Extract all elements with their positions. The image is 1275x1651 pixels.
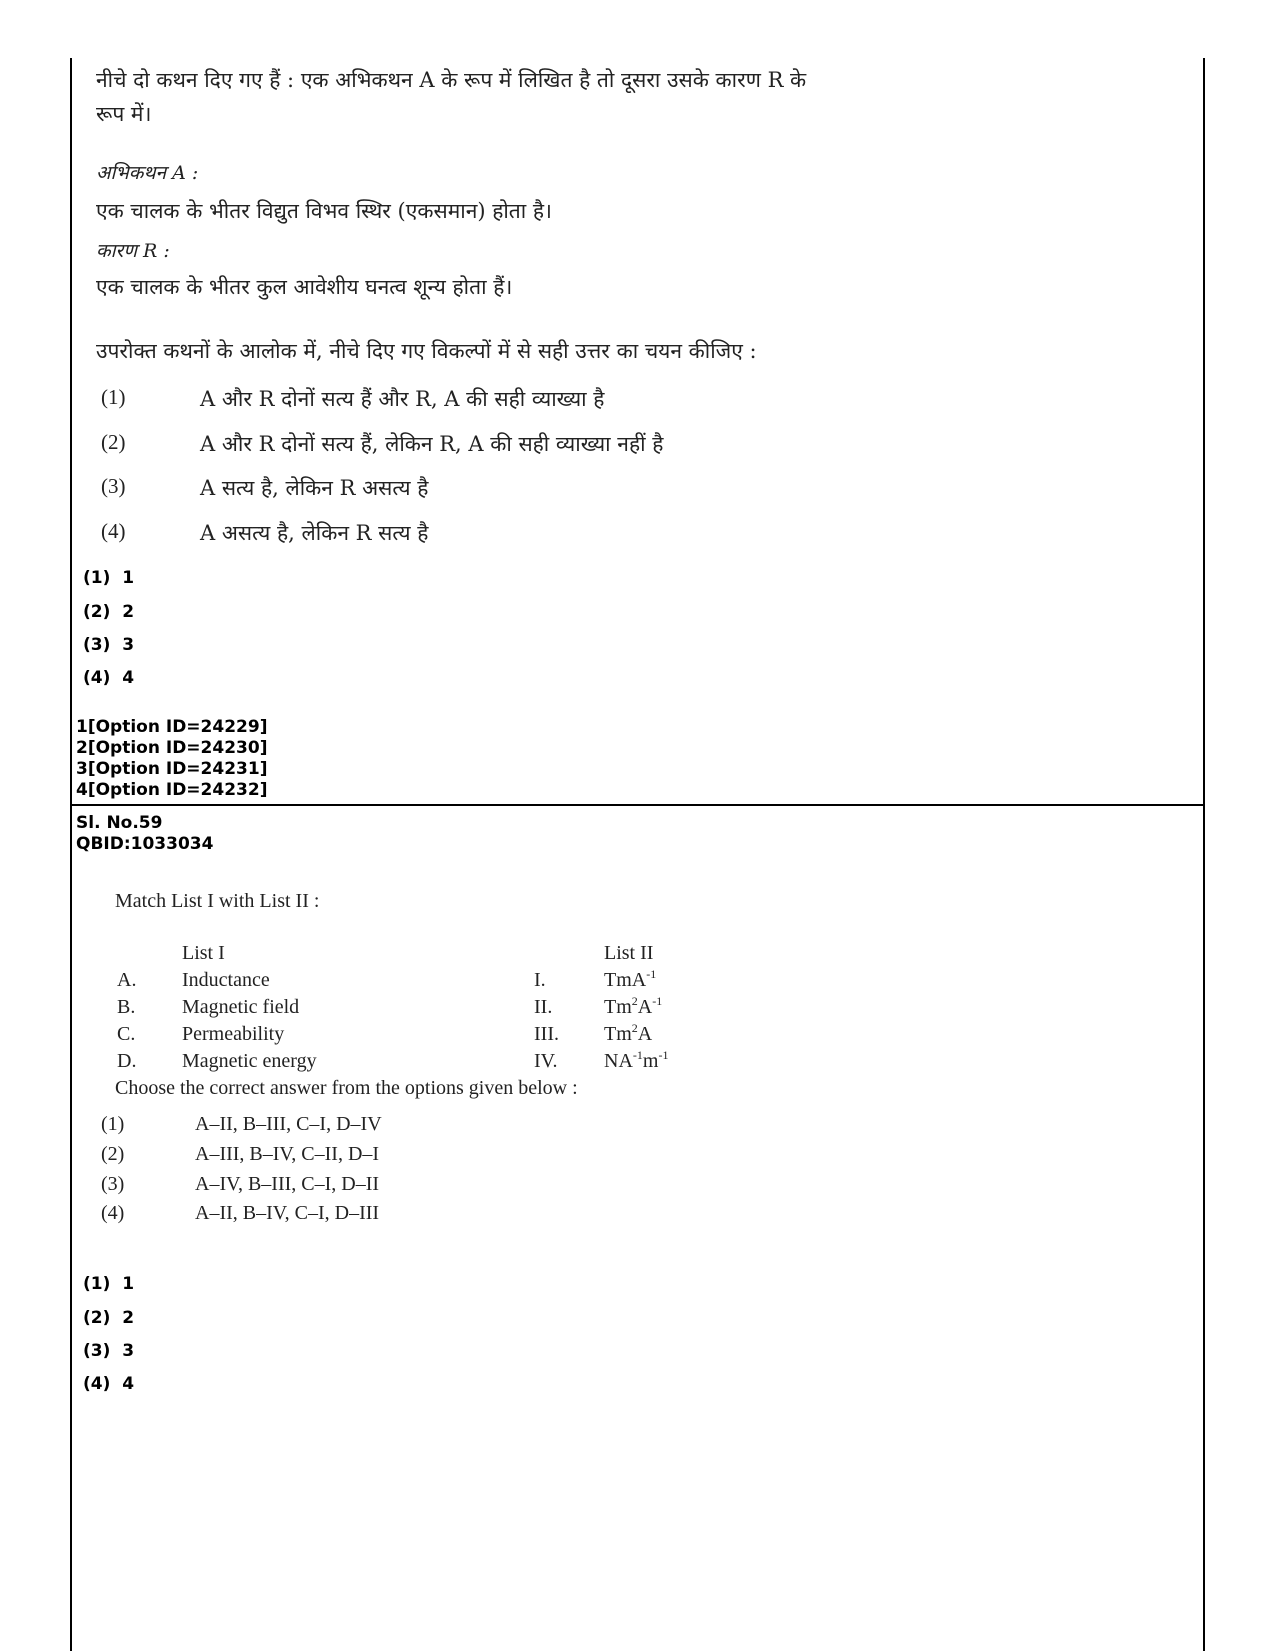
reason-text: एक चालक के भीतर कुल आवेशीय घनत्व शून्य होता हैं। xyxy=(96,275,513,299)
choice-number: (2) xyxy=(101,430,126,454)
list1-letter: B. xyxy=(117,996,136,1018)
choice-number: (2) xyxy=(101,1143,125,1165)
option-id: 4[Option ID=24232] xyxy=(76,780,268,800)
list1-letter: A. xyxy=(117,969,137,991)
choice-number: (4) xyxy=(101,519,126,543)
choice-text: A और R दोनों सत्य हैं, लेकिन R, A की सही व्याख्या नहीं है xyxy=(200,432,664,456)
list2-unit: TmA$^{-1}$ xyxy=(604,967,657,991)
statement-line-1: नीचे दो कथन दिए गए हैं : एक अभिकथन A के रूप में लिखित है तो दूसरा उसके कारण R के xyxy=(96,68,807,92)
answer-option[interactable]: (1) 1 xyxy=(83,1274,135,1294)
choose-instruction: Choose the correct answer from the options given below : xyxy=(115,1077,578,1099)
serial-number: Sl. No.59 xyxy=(76,813,163,833)
list2-numeral: II. xyxy=(534,996,553,1018)
list2-unit: $NA^{-1}m^{-1}$ xyxy=(604,1048,669,1072)
list2-numeral: III. xyxy=(534,1023,559,1045)
answer-option[interactable]: (2) 2 xyxy=(83,1308,135,1328)
choice-number: (1) xyxy=(101,1113,125,1135)
answer-option[interactable]: (1) 1 xyxy=(83,568,135,588)
list2-unit: $Tm^2A^{-1}$ xyxy=(604,994,663,1018)
choice-number: (3) xyxy=(101,1173,125,1195)
assertion-label: अभिकथन A : xyxy=(96,162,199,184)
match-prompt: Match List I with List II : xyxy=(115,890,320,912)
answer-option[interactable]: (3) 3 xyxy=(83,1341,135,1361)
list2-numeral: I. xyxy=(534,969,546,991)
answer-option[interactable]: (4) 4 xyxy=(83,1374,135,1394)
choice-text: A–II, B–IV, C–I, D–III xyxy=(195,1202,380,1224)
list2-numeral: IV. xyxy=(534,1050,558,1072)
option-id: 1[Option ID=24229] xyxy=(76,717,268,737)
list1-item: Permeability xyxy=(182,1023,285,1045)
question-divider xyxy=(70,804,1205,806)
statement-line-2: रूप में। xyxy=(96,102,152,126)
list2-unit: Tm$^2$A xyxy=(604,1021,653,1045)
reason-label: कारण R : xyxy=(96,240,170,262)
choice-text: A असत्य है, लेकिन R सत्य है xyxy=(200,521,429,545)
answer-option[interactable]: (3) 3 xyxy=(83,635,135,655)
assertion-text: एक चालक के भीतर विद्युत विभव स्थिर (एकसमान) होता है। xyxy=(96,199,552,223)
choice-text: A सत्य है, लेकिन R असत्य है xyxy=(200,476,429,500)
list1-item: Magnetic field xyxy=(182,996,300,1018)
qbid: QBID:1033034 xyxy=(76,834,214,854)
list1-item: Magnetic energy xyxy=(182,1050,317,1072)
choice-text: A और R दोनों सत्य हैं और R, A की सही व्याख्या है xyxy=(200,387,605,411)
left-border xyxy=(70,58,72,1651)
answer-option[interactable]: (4) 4 xyxy=(83,668,135,688)
list1-item: Inductance xyxy=(182,969,270,991)
instruction-text: उपरोक्त कथनों के आलोक में, नीचे दिए गए विकल्पों में से सही उत्तर का चयन कीजिए : xyxy=(96,339,757,363)
list1-letter: D. xyxy=(117,1050,137,1072)
option-id: 2[Option ID=24230] xyxy=(76,738,268,758)
choice-text: A–II, B–III, C–I, D–IV xyxy=(195,1113,382,1135)
right-border xyxy=(1203,58,1205,1651)
choice-text: A–III, B–IV, C–II, D–I xyxy=(195,1143,380,1165)
list1-letter: C. xyxy=(117,1023,136,1045)
choice-number: (4) xyxy=(101,1202,125,1224)
choice-number: (3) xyxy=(101,474,126,498)
choice-text: A–IV, B–III, C–I, D–II xyxy=(195,1173,380,1195)
option-id: 3[Option ID=24231] xyxy=(76,759,268,779)
list2-header: List II xyxy=(604,942,654,964)
list1-header: List I xyxy=(182,942,225,964)
choice-number: (1) xyxy=(101,385,126,409)
answer-option[interactable]: (2) 2 xyxy=(83,602,135,622)
